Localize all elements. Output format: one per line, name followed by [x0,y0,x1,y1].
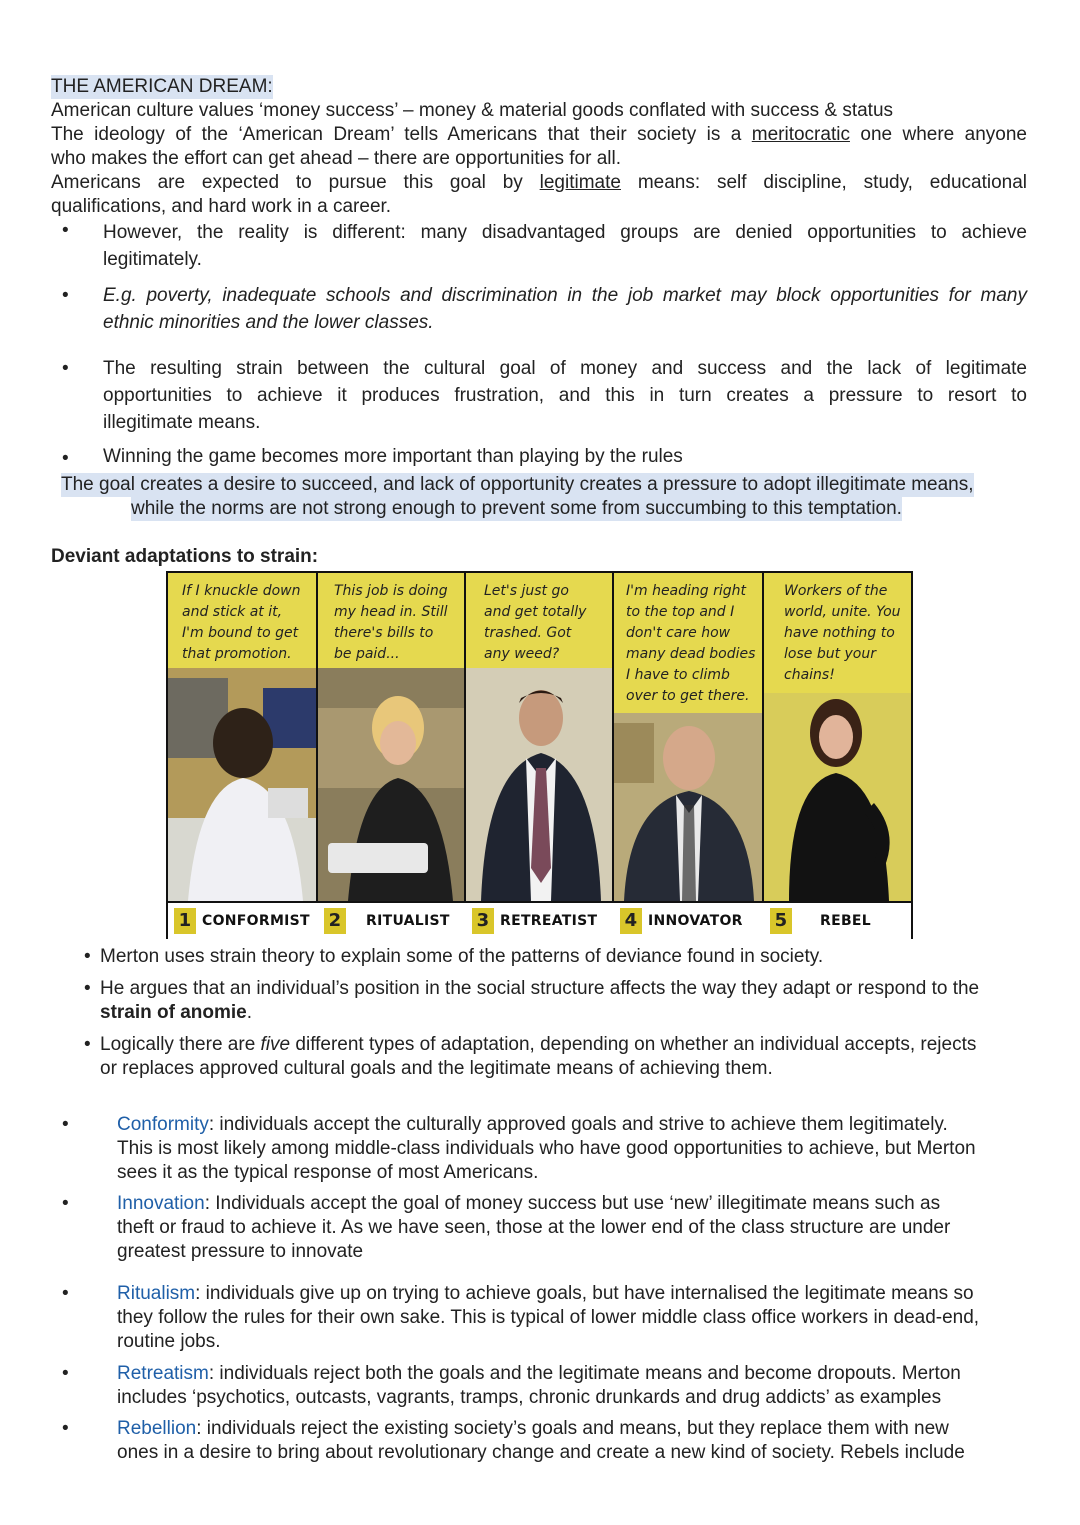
conformity-line-3: sees it as the typical response of most Americans. [117,1162,539,1183]
speech-bubble: I'm heading right to the top and I don't care how many dead bodies I have to climb over to get there. [626,583,756,704]
label-ritualist: 2 RITUALIST [318,903,450,939]
bullet-dot: • [62,220,69,241]
merton-bullet-2-line-2: strain of anomie. [100,1002,253,1023]
rebellion-line-1: Rebellion: individuals reject the existing society’s goals and means, but they replace them with new [117,1418,949,1439]
innovator-illustration [614,713,762,901]
bullet-3-line-1: The resulting strain between the cultural goal of money and success and the lack of legitimate [103,358,1027,379]
bullet-2-line-1: E.g. poverty, inadequate schools and discrimination in the job market may block opportunities for many [103,285,1027,306]
innovation-line-3: greatest pressure to innovate [117,1241,364,1262]
bullet-dot: • [62,1193,69,1214]
retreatism-line-1: Retreatism: individuals reject both the goals and the legitimate means and become dropouts. Merton [117,1363,961,1384]
bullet-dot: • [84,946,91,967]
bullet-dot: • [84,978,91,999]
label-conformist: 1 CONFORMIST [168,903,310,939]
bullet-dot: • [62,1363,69,1384]
speech-bubble: Let's just go and get totally trashed. Got any weed? [484,583,587,662]
intro-line-5: qualifications, and hard work in a career. [51,196,392,217]
rebel-illustration [764,693,911,901]
retreatist-illustration [466,668,612,901]
conformist-illustration [168,668,316,901]
label-innovator: 4 INNOVATOR [614,903,743,939]
retreatism-line-2: includes ‘psychotics, outcasts, vagrants, tramps, chronic drunkards and drug addicts’ as examples [117,1387,942,1408]
bullet-dot: • [62,1283,69,1304]
merton-bullet-2-line-1: He argues that an individual’s position in the social structure affects the way they adapt or respond to the [100,978,980,999]
ritualism-line-2: they follow the rules for their own sake. This is typical of lower middle class office workers in dead-end, [117,1307,980,1328]
label-retreatist: 3 RETREATIST [466,903,597,939]
bullet-dot: • [62,358,69,379]
comic-panel-ritualist [318,573,466,901]
conformity-line-2: This is most likely among middle-class individuals who have good opportunities to achieve, but Merton [117,1138,976,1159]
speech-bubble: This job is doing my head in. Still there's bills to be paid... [334,583,448,662]
merton-bullet-1: Merton uses strain theory to explain some of the patterns of deviance found in society. [100,946,824,967]
ritualist-illustration [318,668,464,901]
highlight-line-2: while the norms are not strong enough to prevent some from succumbing to this temptation. [131,498,902,519]
conformity-line-1: Conformity: individuals accept the culturally approved goals and strive to achieve them legitimately. [117,1114,948,1135]
comic-panel-retreatist [466,573,614,901]
bullet-dot: • [84,1034,91,1055]
intro-line-3: who makes the effort can get ahead – there are opportunities for all. [51,148,621,169]
bullet-1-line-2: legitimately. [103,249,202,270]
rebellion-line-2: ones in a desire to bring about revolutionary change and create a new kind of society. Rebels include [117,1442,965,1463]
ritualism-line-1: Ritualism: individuals give up on trying to achieve goals, but have internalised the legitimate means so [117,1283,974,1304]
page-title: THE AMERICAN DREAM: [51,76,273,97]
bullet-4-line-1: Winning the game becomes more important than playing by the rules [103,446,683,467]
intro-line-2: The ideology of the ‘American Dream’ tells Americans that their society is a meritocratic one where anyone [51,124,1027,145]
highlight-line-1: The goal creates a desire to succeed, and lack of opportunity creates a pressure to adopt illegitimate means, [61,474,974,495]
comic-label-strip [168,901,911,939]
intro-line-4: Americans are expected to pursue this goal by legitimate means: self discipline, study, educational [51,172,1027,193]
comic-panel-innovator [614,573,764,901]
bullet-2-line-2: ethnic minorities and the lower classes. [103,312,434,333]
bullet-3-line-3: illegitimate means. [103,412,261,433]
innovation-line-2: theft or fraud to achieve it. As we have seen, those at the lower end of the class structure are under [117,1217,951,1238]
bullet-1-line-1: However, the reality is different: many disadvantaged groups are denied opportunities to achieve [103,222,1027,243]
comic-panel-conformist [168,573,318,901]
innovation-line-1: Innovation: Individuals accept the goal of money success but use ‘new’ illegitimate means such as [117,1193,941,1214]
bullet-dot: • [62,285,69,306]
comic-panel-rebel [764,573,911,901]
bullet-dot: • [62,1114,69,1135]
section-heading: Deviant adaptations to strain: [51,546,319,567]
ritualism-line-3: routine jobs. [117,1331,221,1352]
merton-bullet-3-line-1: Logically there are five different types of adaptation, depending on whether an individual accepts, rejects [100,1034,977,1055]
merton-bullet-3-line-2: or replaces approved cultural goals and the legitimate means of achieving them. [100,1058,773,1079]
bullet-3-line-2: opportunities to achieve it produces frustration, and this in turn creates a pressure to resort to [103,385,1027,406]
speech-bubble: Workers of the world, unite. You have nothing to lose but your chains! [784,583,901,683]
label-rebel: 5 REBEL [764,903,871,939]
intro-line-1: American culture values ‘money success’ – money & material goods conflated with success & status [51,100,894,121]
speech-bubble: If I knuckle down and stick at it, I'm bound to get that promotion. [182,583,301,662]
bullet-dot: • [62,448,69,469]
strain-adaptations-comic [166,571,913,939]
bullet-dot: • [62,1418,69,1439]
